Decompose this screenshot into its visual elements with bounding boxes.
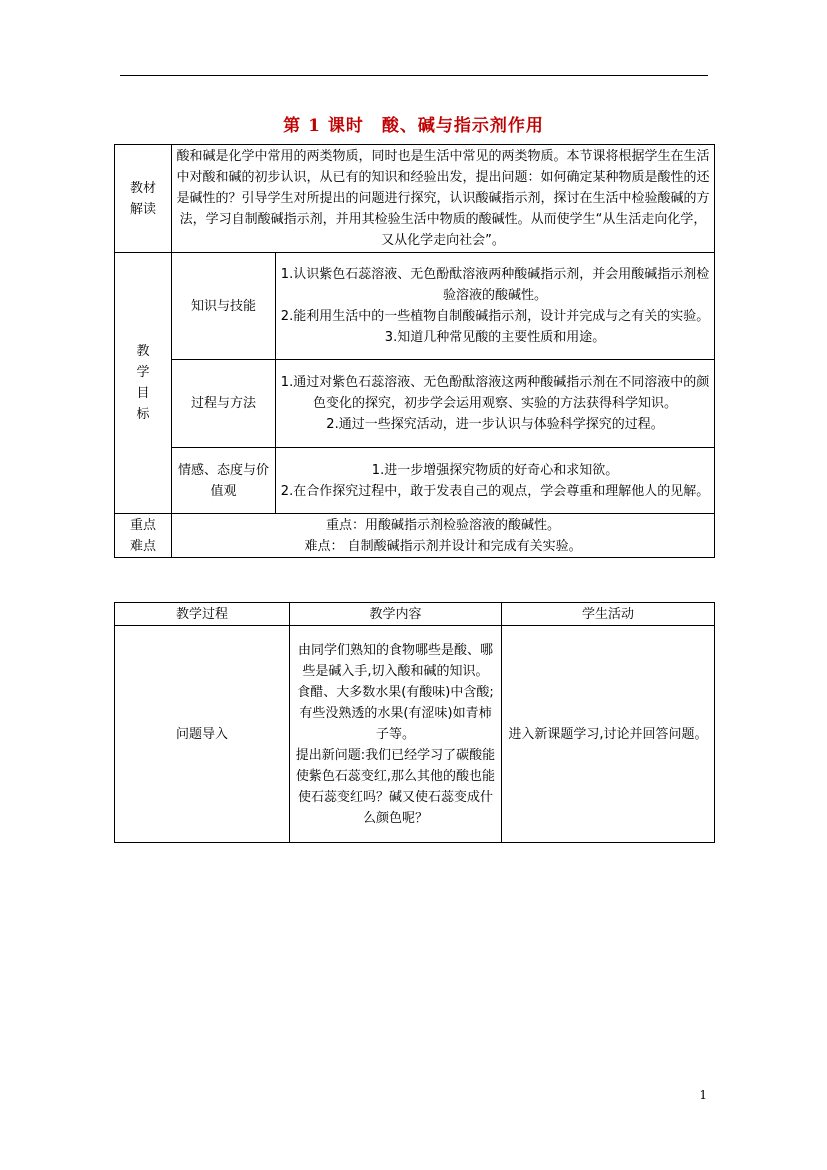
goal-category-label: 知识与技能: [172, 253, 276, 360]
keypoints-label: [115, 514, 172, 558]
intro-text: 酸和碱是化学中常用的两类物质，同时也是生活中常见的两类物质。本节课将根据学生在生活中对酸和碱的初步认识，从已有的知识和经验出发，提出问题：如何确定某种物质是酸性的还是碱性的？引导学生对所提出的问题进行探究，认识酸碱指示剂，探讨在生活中检验酸碱的方法，学习自制酸碱指示剂，并用其检验生活中物质的酸碱性。从而使学生“从生活走向化学，又从化学走向社会”。: [172, 145, 715, 253]
goal-row: [115, 253, 715, 360]
goal-content: [276, 448, 715, 514]
goals-label: [115, 253, 172, 514]
header-rule: [120, 75, 708, 76]
intro-label-line: 教材: [129, 180, 156, 196]
goal-content: [276, 253, 715, 360]
intro-row: [115, 145, 715, 253]
intro-label-line: 解读: [129, 201, 156, 217]
goal-item: 2.能利用生活中的一些植物自制酸碱指示剂，设计并完成与之有关的实验。: [280, 309, 710, 324]
goal-content: [276, 360, 715, 448]
goals-label-line: 学: [136, 365, 150, 380]
page-number: 1: [699, 1088, 707, 1102]
column-header: 教学内容: [290, 603, 502, 626]
process-cell: 问题导入: [115, 626, 290, 843]
goal-row: [115, 448, 715, 514]
page-title: 第 1 课时 酸、碱与指示剂作用: [283, 116, 544, 136]
activity-cell: 进入新课题学习,讨论并回答问题。: [502, 626, 715, 843]
keypoints-label-line: 重点: [129, 517, 156, 533]
intro-label: [115, 145, 172, 253]
difficulty-text: 难点： 自制酸碱指示剂并设计和完成有关实验。: [304, 538, 582, 554]
keypoints-label-line: 难点: [129, 538, 156, 554]
keypoint-text: 重点：用酸碱指示剂检验溶液的酸碱性。: [326, 517, 561, 533]
keypoints-content: [172, 514, 715, 558]
lesson-overview-table: [114, 144, 715, 558]
table-row: [115, 626, 715, 843]
keypoints-row: [115, 514, 715, 558]
goal-item: 2.通过一些探究活动，进一步认识与体验科学探究的过程。: [326, 417, 664, 432]
goal-item: 1.通过对紫色石蕊溶液、无色酚酞溶液这两种酸碱指示剂在不同溶液中的颜色变化的探究，初步学会运用观察、实验的方法获得科学知识。: [280, 375, 710, 411]
content-cell: [290, 626, 502, 843]
goal-category-label: 情感、态度与价值观: [172, 448, 276, 514]
content-paragraph: 由同学们熟知的食物哪些是酸、哪些是碱入手,切入酸和碱的知识。: [297, 642, 493, 679]
content-paragraph: 提出新问题:我们已经学习了碳酸能使紫色石蕊变红,那么其他的酸也能使石蕊变红吗？碱又使石蕊变成什么颜色呢？: [295, 747, 496, 826]
header-row: [115, 603, 715, 626]
goals-label-line: 标: [136, 407, 150, 422]
goal-category-label: 过程与方法: [172, 360, 276, 448]
goal-item: 1.认识紫色石蕊溶液、无色酚酞溶液两种酸碱指示剂，并会用酸碱指示剂检验溶液的酸碱性。: [280, 267, 710, 303]
goal-item: 3.知道几种常见酸的主要性质和用途。: [384, 330, 606, 345]
goal-item: 2.在合作探究过程中，敢于发表自己的观点，学会尊重和理解他人的见解。: [280, 483, 710, 499]
column-header: 学生活动: [502, 603, 715, 626]
goals-label-line: 目: [136, 386, 150, 401]
goal-row: [115, 360, 715, 448]
content-paragraph: 食醋、大多数水果(有酸味)中含酸;有些没熟透的水果(有涩味)如青柿子等。: [297, 684, 494, 742]
goal-item: 1.进一步增强探究物质的好奇心和求知欲。: [371, 462, 619, 478]
goals-label-line: 教: [136, 344, 150, 359]
teaching-process-table: [114, 602, 715, 843]
column-header: 教学过程: [115, 603, 290, 626]
